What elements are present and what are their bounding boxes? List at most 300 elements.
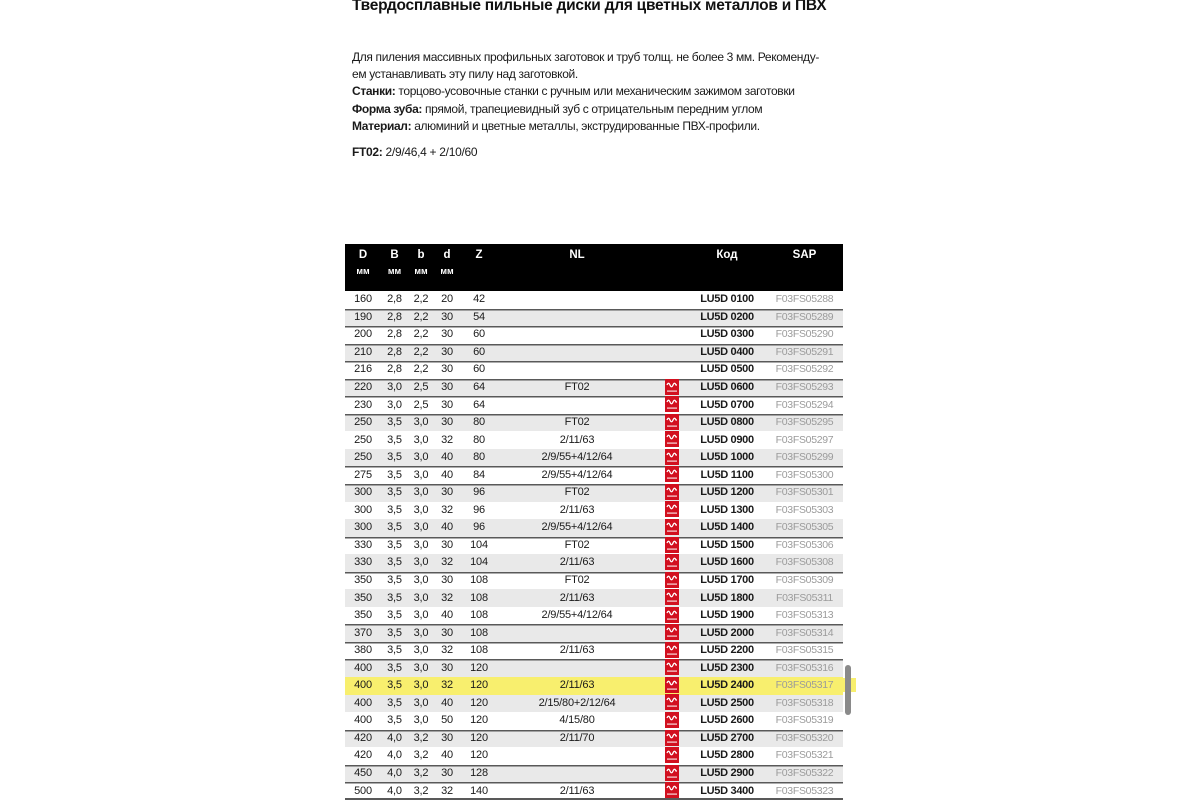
cell-b: 3,0 (408, 659, 434, 677)
cell-D: 300 (354, 503, 372, 516)
anti-vibration-wave-icon (665, 659, 679, 675)
cell-sap: F03FS05301 (766, 484, 843, 502)
cell-d: 30 (434, 379, 460, 397)
cell-NL: 2/11/63 (498, 677, 656, 695)
cell-code: LU5D 0900 (700, 433, 754, 446)
anti-vibration-wave-icon (665, 466, 679, 482)
cell-B: 3,5 (381, 624, 408, 642)
cell-b: 2,5 (408, 379, 434, 397)
anti-vibration-wave-icon (665, 396, 679, 412)
cell-B: 2,8 (381, 361, 408, 379)
page-title: Твердосплавные пильные диски для цветных металлов и ПВХ (352, 0, 827, 14)
cell-icon (656, 765, 688, 783)
col-header-b: b мм (408, 244, 434, 291)
anti-vibration-wave-icon (665, 624, 679, 640)
cell-d: 20 (441, 293, 453, 306)
cell-Z: 80 (460, 414, 498, 432)
table-row (345, 677, 843, 695)
col-header-D: D мм (345, 244, 381, 291)
cell-b: 2,2 (408, 361, 434, 379)
cell-NL (498, 659, 656, 677)
cell-b: 2,2 (408, 309, 434, 327)
cell-icon (656, 695, 688, 713)
cell-D: 350 (354, 609, 372, 622)
cell-icon (656, 484, 688, 502)
cell-sap: F03FS05318 (766, 695, 843, 713)
spec-machines (352, 83, 872, 100)
cell-NL (498, 765, 656, 783)
cell-B: 3,5 (381, 449, 408, 467)
cell-sap: F03FS05319 (775, 714, 834, 727)
cell-icon (656, 747, 688, 765)
table-row (345, 309, 843, 327)
table-row (345, 466, 843, 484)
cell-B: 3,5 (381, 466, 408, 484)
cell-b: 3,0 (408, 449, 434, 467)
anti-vibration-wave-icon (665, 554, 679, 570)
cell-D: 420 (345, 730, 381, 748)
cell-d: 32 (434, 554, 460, 572)
table-row (345, 659, 843, 677)
cell-D: 220 (345, 379, 381, 397)
cell-D: 400 (345, 659, 381, 677)
cell-NL: 2/11/63 (559, 503, 595, 516)
cell-sap: F03FS05291 (766, 344, 843, 362)
table-row (345, 361, 843, 379)
col-header-code: Код (688, 244, 766, 291)
cell-icon (656, 677, 688, 695)
table-body (345, 291, 843, 800)
cell-Z: 80 (460, 449, 498, 467)
cell-icon (656, 624, 688, 642)
anti-vibration-wave-icon (665, 501, 679, 517)
cell-B: 3,5 (381, 642, 408, 660)
cell-B: 3,5 (381, 519, 408, 537)
cell-D: 250 (354, 433, 372, 446)
cell-d: 32 (441, 503, 453, 516)
cell-sap: F03FS05297 (775, 433, 834, 446)
cell-Z: 108 (460, 642, 498, 660)
cell-D: 330 (345, 537, 381, 555)
cell-Z: 60 (460, 344, 498, 362)
cell-B: 3,5 (381, 695, 408, 713)
cell-NL (498, 344, 656, 362)
cell-B: 2,8 (381, 344, 408, 362)
cell-sap: F03FS05322 (766, 765, 843, 783)
cell-Z: 120 (470, 749, 488, 762)
cell-NL: 2/9/55+4/12/64 (498, 466, 656, 484)
table-row (345, 747, 843, 765)
cell-NL: FT02 (498, 414, 656, 432)
cell-sap: F03FS05309 (766, 572, 843, 590)
cell-Z: 84 (460, 466, 498, 484)
cell-Z: 64 (460, 396, 498, 414)
cell-d: 32 (434, 782, 460, 800)
cell-D: 330 (345, 554, 381, 572)
cell-NL: FT02 (498, 484, 656, 502)
cell-d: 30 (434, 624, 460, 642)
cell-d: 30 (434, 765, 460, 783)
cell-NL (498, 396, 656, 414)
cell-Z: 80 (473, 433, 485, 446)
cell-b: 3,0 (413, 433, 429, 446)
cell-code: LU5D 2200 (688, 642, 766, 660)
cell-sap: F03FS05323 (766, 782, 843, 800)
cell-NL: FT02 (498, 379, 656, 397)
cell-icon (656, 642, 688, 660)
cell-B: 3,5 (381, 589, 408, 607)
cell-b: 3,0 (408, 554, 434, 572)
cell-code: LU5D 3400 (688, 782, 766, 800)
table-row (345, 782, 843, 800)
anti-vibration-wave-icon (665, 572, 679, 588)
product-table (345, 244, 843, 800)
cell-sap: F03FS05303 (775, 503, 834, 516)
cell-NL: FT02 (498, 537, 656, 555)
table-row (345, 572, 843, 590)
cell-Z: 120 (460, 677, 498, 695)
cell-code: LU5D 2400 (688, 677, 766, 695)
cell-Z: 64 (460, 379, 498, 397)
cell-b: 3,0 (408, 466, 434, 484)
cell-Z: 42 (473, 293, 485, 306)
cell-code: LU5D 1900 (700, 609, 754, 622)
cell-icon (656, 589, 688, 607)
cell-code: LU5D 1600 (688, 554, 766, 572)
cell-Z: 108 (460, 572, 498, 590)
cell-Z: 96 (460, 484, 498, 502)
cell-sap: F03FS05292 (766, 361, 843, 379)
anti-vibration-wave-icon (665, 642, 679, 658)
cell-b: 3,0 (408, 624, 434, 642)
table-row (345, 379, 843, 397)
cell-code: LU5D 1200 (688, 484, 766, 502)
anti-vibration-wave-icon (665, 589, 679, 605)
cell-icon (656, 782, 688, 800)
col-header-sap: SAP (766, 244, 843, 291)
cell-d: 40 (441, 749, 453, 762)
cell-B: 3,5 (387, 609, 402, 622)
cell-d: 30 (434, 484, 460, 502)
cell-b: 3,2 (408, 730, 434, 748)
anti-vibration-wave-icon (665, 537, 679, 553)
cell-NL (498, 309, 656, 327)
cell-D: 350 (345, 572, 381, 590)
ft02-note-text: 2/9/46,4 + 2/10/60 (382, 145, 478, 159)
cell-d: 40 (441, 609, 453, 622)
cell-Z: 120 (470, 714, 488, 727)
cell-Z: 108 (460, 624, 498, 642)
ft02-note-label: FT02: (352, 145, 383, 159)
col-header-NL: NL (498, 244, 656, 291)
cell-code: LU5D 0600 (688, 379, 766, 397)
cell-Z: 60 (460, 326, 498, 344)
cell-B: 3,5 (387, 433, 402, 446)
table-row (345, 414, 843, 432)
cell-icon (656, 659, 688, 677)
cell-d: 30 (434, 326, 460, 344)
cell-D: 300 (345, 519, 381, 537)
cell-NL: 2/11/70 (498, 730, 656, 748)
cell-code: LU5D 1500 (688, 537, 766, 555)
table-row (345, 607, 843, 625)
cell-code: LU5D 1000 (688, 449, 766, 467)
cell-b: 3,0 (408, 642, 434, 660)
cell-icon (656, 572, 688, 590)
table-row (345, 344, 843, 362)
cell-Z: 96 (473, 503, 485, 516)
cell-b: 3,0 (413, 714, 429, 727)
cell-NL (498, 747, 656, 765)
cell-sap: F03FS05308 (766, 554, 843, 572)
cell-B: 4,0 (381, 765, 408, 783)
cell-B: 4,0 (381, 782, 408, 800)
cell-D: 160 (354, 293, 372, 306)
anti-vibration-wave-icon (665, 730, 679, 746)
cell-D: 400 (345, 677, 381, 695)
cell-B: 3,5 (381, 554, 408, 572)
cell-sap: F03FS05294 (766, 396, 843, 414)
cell-Z: 128 (460, 765, 498, 783)
cell-d: 30 (434, 414, 460, 432)
cell-D: 275 (345, 466, 381, 484)
cell-icon (656, 396, 688, 414)
description-block (352, 49, 872, 135)
cell-NL: FT02 (498, 572, 656, 590)
cell-sap: F03FS05300 (766, 466, 843, 484)
cell-d: 30 (434, 659, 460, 677)
cell-B: 4,0 (381, 730, 408, 748)
cell-b: 2,5 (408, 396, 434, 414)
table-row (345, 589, 843, 607)
cell-b: 3,0 (408, 414, 434, 432)
cell-sap: F03FS05320 (766, 730, 843, 748)
cell-NL (498, 326, 656, 344)
cell-code: LU5D 1400 (688, 519, 766, 537)
cell-code: LU5D 2500 (688, 695, 766, 713)
cell-code: LU5D 1700 (688, 572, 766, 590)
col-header-d: d мм (434, 244, 460, 291)
cell-d: 30 (434, 361, 460, 379)
cell-code: LU5D 0500 (688, 361, 766, 379)
ft02-note (352, 145, 477, 159)
cell-b: 3,0 (408, 484, 434, 502)
cell-icon (656, 309, 688, 327)
cell-D: 400 (345, 695, 381, 713)
table-row (345, 765, 843, 783)
anti-vibration-wave-icon (665, 747, 679, 763)
cell-d: 32 (434, 677, 460, 695)
cell-code: LU5D 2000 (688, 624, 766, 642)
cell-d: 30 (434, 730, 460, 748)
cell-B: 3,5 (387, 503, 402, 516)
cell-icon (656, 466, 688, 484)
cell-D: 250 (345, 414, 381, 432)
table-row (345, 396, 843, 414)
cell-Z: 120 (460, 730, 498, 748)
spec-material-text: алюминий и цветные металлы, экструдированные ПВХ-профили. (411, 118, 760, 133)
cell-B: 4,0 (387, 749, 402, 762)
cell-code: LU5D 2700 (688, 730, 766, 748)
cell-Z: 54 (460, 309, 498, 327)
cell-NL (498, 624, 656, 642)
cell-code: LU5D 2300 (688, 659, 766, 677)
anti-vibration-wave-icon (665, 694, 679, 710)
cell-icon (656, 291, 688, 309)
col-header-icon (656, 244, 688, 291)
cell-d: 32 (434, 642, 460, 660)
cell-D: 370 (345, 624, 381, 642)
table-row (345, 519, 843, 537)
cell-Z: 104 (460, 554, 498, 572)
cell-code: LU5D 0300 (688, 326, 766, 344)
cell-B: 2,8 (387, 293, 402, 306)
cell-icon (656, 449, 688, 467)
cell-icon (656, 519, 688, 537)
cell-B: 3,5 (381, 659, 408, 677)
cell-Z: 140 (460, 782, 498, 800)
anti-vibration-wave-icon (665, 712, 679, 728)
table-row (345, 642, 843, 660)
cell-NL: 2/9/55+4/12/64 (498, 519, 656, 537)
cell-sap: F03FS05306 (766, 537, 843, 555)
cell-b: 2,2 (413, 293, 429, 306)
cell-Z: 120 (460, 695, 498, 713)
cell-code: LU5D 0700 (688, 396, 766, 414)
spec-material (352, 118, 872, 135)
cell-Z: 104 (460, 537, 498, 555)
cell-code: LU5D 0200 (688, 309, 766, 327)
cell-code: LU5D 0400 (688, 344, 766, 362)
spec-material-label: Материал: (352, 118, 412, 133)
anti-vibration-wave-icon (665, 431, 679, 447)
anti-vibration-wave-icon (665, 765, 679, 781)
cell-B: 3,0 (381, 396, 408, 414)
cell-sap: F03FS05317 (766, 677, 843, 695)
cell-code: LU5D 2800 (700, 749, 754, 762)
cell-icon (656, 554, 688, 572)
anti-vibration-wave-icon (665, 677, 679, 693)
cell-sap: F03FS05288 (775, 293, 834, 306)
cell-code: LU5D 2900 (688, 765, 766, 783)
cell-d: 40 (434, 519, 460, 537)
cell-code: LU5D 0800 (688, 414, 766, 432)
cell-D: 190 (345, 309, 381, 327)
table-row (345, 695, 843, 713)
col-header-Z: Z (460, 244, 498, 291)
cell-icon (656, 379, 688, 397)
cell-NL: 2/11/63 (498, 554, 656, 572)
table-row (345, 449, 843, 467)
table-row (345, 291, 843, 309)
anti-vibration-wave-icon (665, 607, 679, 623)
cell-sap: F03FS05315 (766, 642, 843, 660)
cell-B: 3,5 (381, 414, 408, 432)
cell-D: 420 (354, 749, 372, 762)
cell-B: 2,8 (381, 309, 408, 327)
cell-B: 3,5 (381, 677, 408, 695)
cell-NL: 2/9/55+4/12/64 (541, 609, 613, 622)
cell-d: 40 (434, 449, 460, 467)
anti-vibration-wave-icon (665, 484, 679, 500)
cell-code: LU5D 1100 (688, 466, 766, 484)
cell-D: 200 (345, 326, 381, 344)
cell-d: 30 (434, 309, 460, 327)
cell-Z: 96 (460, 519, 498, 537)
cell-d: 40 (434, 466, 460, 484)
cell-d: 30 (434, 572, 460, 590)
cell-sap: F03FS05314 (766, 624, 843, 642)
cell-b: 3,0 (413, 503, 429, 516)
cell-b: 3,2 (413, 749, 429, 762)
cell-NL (498, 291, 656, 309)
col-header-B: B мм (381, 244, 408, 291)
cell-icon (656, 537, 688, 555)
cell-sap: F03FS05295 (766, 414, 843, 432)
cell-B: 3,5 (387, 714, 402, 727)
cell-sap: F03FS05299 (766, 449, 843, 467)
cell-code: LU5D 2600 (700, 714, 754, 727)
anti-vibration-wave-icon (665, 782, 679, 798)
cell-D: 380 (345, 642, 381, 660)
intro-line-1: Для пиления массивных профильных заготовок и труб толщ. не более 3 мм. Рекоменду- (352, 50, 819, 64)
cell-D: 300 (345, 484, 381, 502)
cell-icon (656, 326, 688, 344)
anti-vibration-wave-icon (665, 379, 679, 395)
cell-d: 30 (434, 396, 460, 414)
cell-NL: 2/9/55+4/12/64 (498, 449, 656, 467)
cell-b: 3,0 (408, 695, 434, 713)
cell-Z: 108 (470, 609, 488, 622)
cell-B: 3,5 (381, 484, 408, 502)
table-row (345, 554, 843, 572)
cell-b: 3,0 (408, 572, 434, 590)
cell-Z: 120 (460, 659, 498, 677)
cell-D: 500 (345, 782, 381, 800)
spec-machines-label: Станки: (352, 84, 396, 99)
scrollbar-thumb[interactable] (845, 665, 851, 715)
cell-b: 3,0 (408, 677, 434, 695)
cell-NL: 2/11/63 (559, 433, 595, 446)
cell-NL (498, 361, 656, 379)
cell-b: 3,2 (408, 765, 434, 783)
spec-tooth-shape-text: прямой, трапециевидный зуб с отрицательным передним углом (422, 101, 763, 116)
cell-d: 40 (434, 695, 460, 713)
cell-b: 3,2 (408, 782, 434, 800)
cell-NL: 2/11/63 (498, 642, 656, 660)
cell-b: 3,0 (408, 519, 434, 537)
cell-d: 50 (441, 714, 453, 727)
cell-code: LU5D 1300 (700, 503, 754, 516)
cell-icon (656, 344, 688, 362)
cell-icon (656, 502, 688, 520)
table-row (345, 712, 843, 730)
cell-sap: F03FS05305 (766, 519, 843, 537)
table-row (345, 484, 843, 502)
cell-NL: 2/11/63 (498, 589, 656, 607)
cell-D: 216 (345, 361, 381, 379)
cell-Z: 60 (460, 361, 498, 379)
cell-d: 30 (434, 537, 460, 555)
cell-code: LU5D 1800 (688, 589, 766, 607)
cell-icon (656, 730, 688, 748)
cell-b: 3,0 (408, 537, 434, 555)
cell-D: 250 (345, 449, 381, 467)
cell-sap: F03FS05321 (775, 749, 834, 762)
table-row (345, 326, 843, 344)
anti-vibration-wave-icon (665, 519, 679, 535)
cell-b: 3,0 (413, 609, 429, 622)
